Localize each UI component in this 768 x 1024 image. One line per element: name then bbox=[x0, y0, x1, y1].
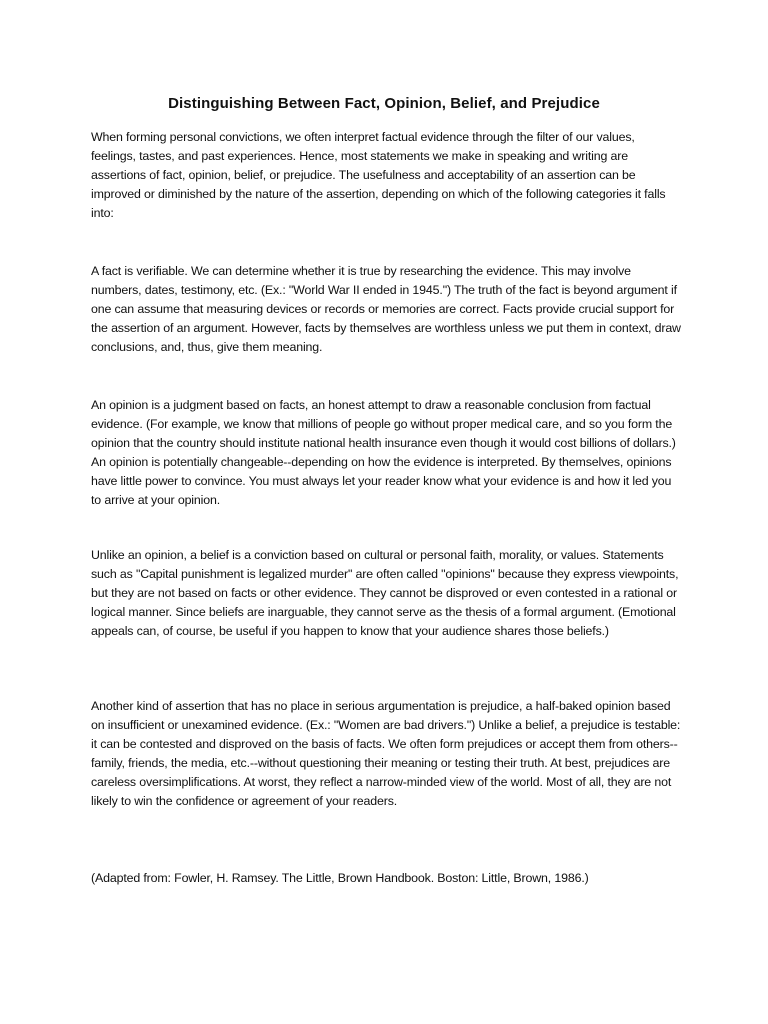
paragraph-fact: A fact is verifiable. We can determine whether it is true by researching the evidence. This may involve numbers, dates, testimony, etc. (Ex.: "World War II ended in 1945.") The truth of the fact is beyond argument if one can assume that measuring devices or records or memories are correct. Facts provide crucial support for the assertion of an argument. However, facts by themselves are worthless unless we put them in context, draw conclusions, and, thus, give them meaning. bbox=[91, 264, 681, 354]
paragraph-prejudice: Another kind of assertion that has no place in serious argumentation is prejudice, a half-baked opinion based on insufficient or unexamined evidence. (Ex.: "Women are bad drivers.") Unlike a belief, a prejudice is testable: it can be contested and disproved on the basis of facts. We often form prejudices or accept them from others--family, friends, the media, etc.--without questioning their meaning or testing their truth. At best, prejudices are careless oversimplifications. At worst, they reflect a narrow-minded view of the world. Most of all, they are not likely to win the confidence or agreement of your readers. bbox=[91, 699, 681, 808]
paragraph-intro: When forming personal convictions, we often interpret factual evidence through the filter of our values, feelings, tastes, and past experiences. Hence, most statements we make in speaking and writing are assertions of fact, opinion, belief, or prejudice. The usefulness and acceptability of an assertion can be improved or diminished by the nature of the assertion, depending on which of the following categories it falls into: bbox=[91, 130, 666, 220]
paragraph-opinion: An opinion is a judgment based on facts, an honest attempt to draw a reasonable conclusion from factual evidence. (For example, we know that millions of people go without proper medical care, and so you form the opinion that the country should institute national health insurance even though it would cost billions of dollars.) An opinion is potentially changeable--depending on how the evidence is interpreted. By themselves, opinions have little power to convince. You must always let your reader know what your evidence is and how it led you to arrive at your opinion. bbox=[91, 398, 676, 507]
paragraph-belief: Unlike an opinion, a belief is a conviction based on cultural or personal faith, morality, or values. Statements such as "Capital punishment is legalized murder" are often called "opinions" because they express viewpoints, but they are not based on facts or other evidence. They cannot be disproved or even contested in a rational or logical manner. Since beliefs are inarguable, they cannot serve as the thesis of a formal argument. (Emotional appeals can, of course, be useful if you happen to know that your audience shares those beliefs.) bbox=[91, 548, 679, 638]
source-citation: (Adapted from: Fowler, H. Ramsey. The Little, Brown Handbook. Boston: Little, Brown, 1986.) bbox=[91, 871, 589, 885]
document-title: Distinguishing Between Fact, Opinion, Belief, and Prejudice bbox=[168, 95, 600, 112]
